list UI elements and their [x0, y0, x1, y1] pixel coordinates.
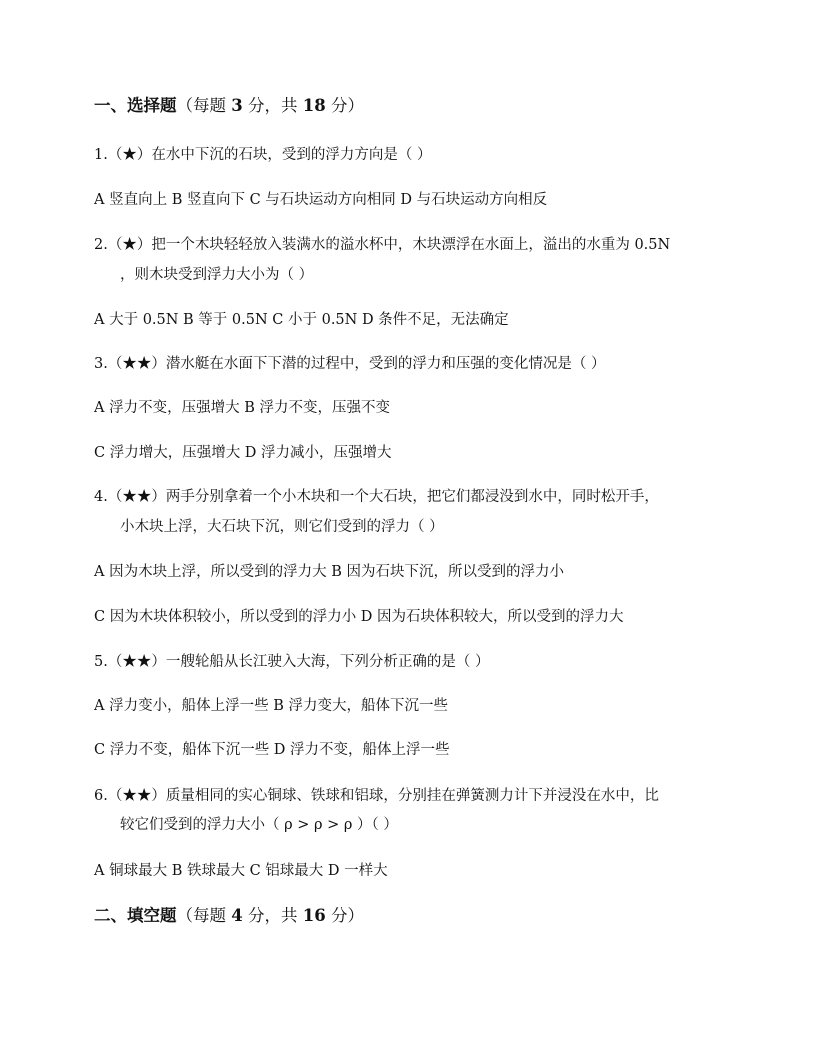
section-heading-choice: [94, 96, 364, 116]
question-6-options: A 铜球最大 B 铁球最大 C 铝球最大 D 一样大: [94, 863, 388, 879]
question-1-options: A 竖直向上 B 竖直向下 C 与石块运动方向相同 D 与石块运动方向相反: [94, 192, 548, 208]
section-note: 分）: [325, 906, 364, 925]
section-points-each: 4: [231, 906, 243, 925]
section-points-total: 18: [302, 96, 326, 115]
question-4-options-ab: A 因为木块上浮，所以受到的浮力大 B 因为石块下沉，所以受到的浮力小: [94, 564, 564, 580]
question-1-stem: 1.（★）在水中下沉的石块，受到的浮力方向是（ ）: [94, 147, 432, 163]
question-3-options-cd: C 浮力增大，压强增大 D 浮力减小，压强增大: [94, 445, 392, 461]
question-5-stem: 5.（★★）一艘轮船从长江驶入大海，下列分析正确的是（ ）: [94, 654, 490, 670]
question-5-options-cd: C 浮力不变，船体下沉一些 D 浮力不变，船体上浮一些: [94, 742, 450, 758]
question-4-options-cd: C 因为木块体积较小，所以受到的浮力小 D 因为石块体积较大，所以受到的浮力大: [94, 609, 624, 625]
section-title: 一、选择题: [94, 96, 177, 115]
question-5-options-ab: A 浮力变小，船体上浮一些 B 浮力变大，船体下沉一些: [94, 698, 448, 714]
question-3-options-ab: A 浮力不变，压强增大 B 浮力不变，压强不变: [94, 400, 390, 416]
question-6-stem: 6.（★★）质量相同的实心铜球、铁球和铝球，分别挂在弹簧测力计下并浸没在水中，比: [94, 788, 659, 804]
section-note: （每题: [176, 96, 232, 115]
section-note: 分，共: [242, 906, 303, 925]
question-2-stem: 2.（★）把一个木块轻轻放入装满水的溢水杯中，木块漂浮在水面上，溢出的水重为 0.5N: [94, 237, 671, 253]
section-note: 分）: [325, 96, 364, 115]
section-note: 分，共: [242, 96, 303, 115]
section-note: （每题: [176, 906, 232, 925]
question-4-stem: 4.（★★）两手分别拿着一个小木块和一个大石块，把它们都浸没到水中，同时松开手，: [94, 489, 659, 505]
question-4-stem-continued: 小木块上浮，大石块下沉，则它们受到的浮力（ ）: [120, 519, 444, 535]
section-points-each: 3: [231, 96, 243, 115]
question-2-stem-continued: ，则木块受到浮力大小为（ ）: [120, 267, 314, 283]
question-2-options: A 大于 0.5N B 等于 0.5N C 小于 0.5N D 条件不足，无法确定: [94, 312, 509, 328]
section-heading-fill-in: [94, 906, 364, 926]
section-points-total: 16: [302, 906, 326, 925]
question-3-stem: 3.（★★）潜水艇在水面下下潜的过程中，受到的浮力和压强的变化情况是（ ）: [94, 356, 606, 372]
section-title: 二、填空题: [94, 906, 177, 925]
question-6-stem-continued: 较它们受到的浮力大小（ ρ > ρ > ρ ）（ ）: [120, 817, 398, 833]
